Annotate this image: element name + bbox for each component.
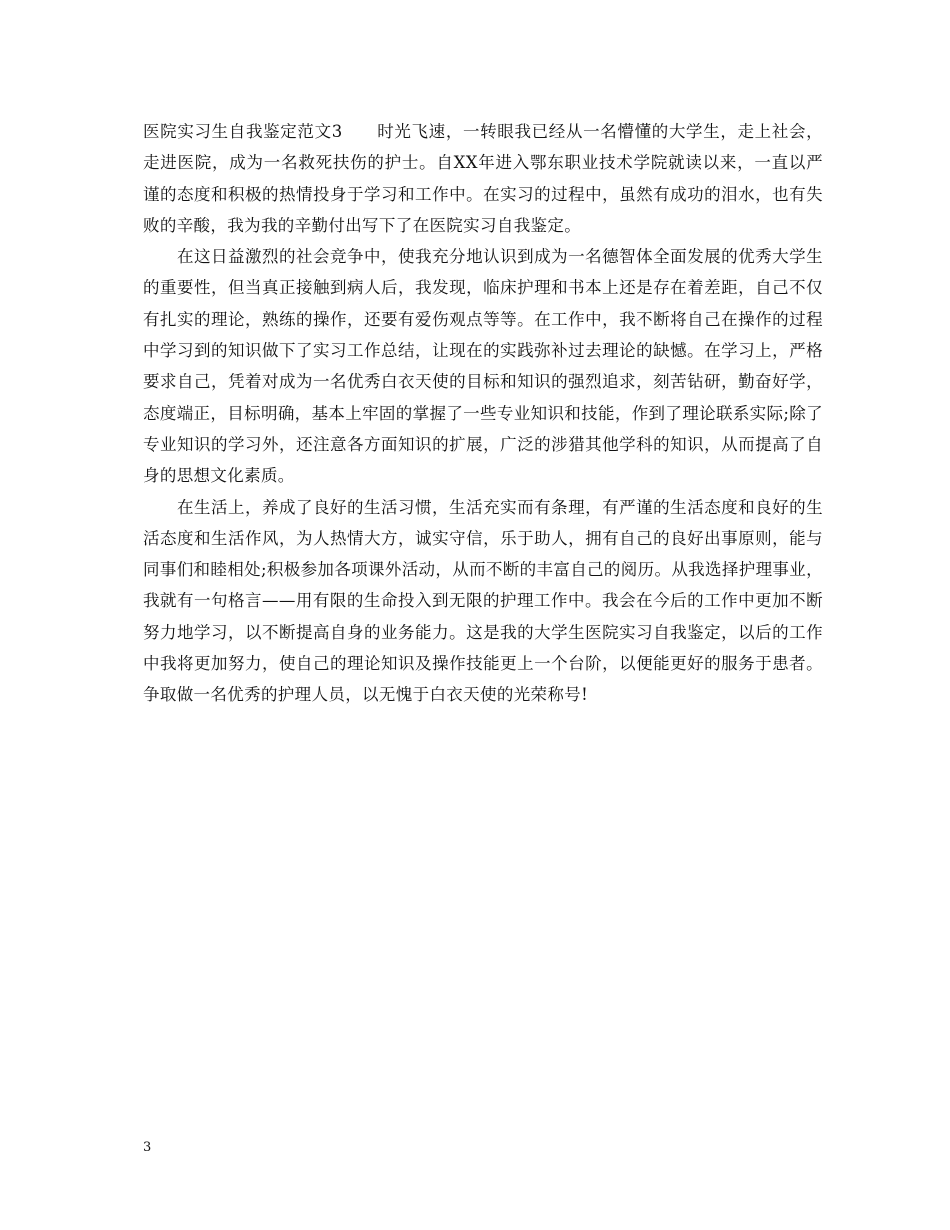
document-body xyxy=(143,116,823,711)
paragraph-study: 在这日益激烈的社会竞争中，使我充分地认识到成为一名德智体全面发展的优秀大学生的重要性，但当真正接触到病人后，我发现，临床护理和书本上还是存在着差距，自己不仅有扎实的理论，熟练的操作，还要有爱伤观点等等。在工作中，我不断将自己在操作的过程中学习到的知识做下了实习工作总结，让现在的实践弥补过去理论的缺憾。在学习上，严格要求自己，凭着对成为一名优秀白衣天使的目标和知识的强烈追求，刻苦钻研，勤奋好学，态度端正，目标明确，基本上牢固的掌握了一些专业知识和技能，作到了理论联系实际;除了专业知识的学习外，还注意各方面知识的扩展，广泛的涉猎其他学科的知识，从而提高了自身的思想文化素质。 xyxy=(143,247,823,486)
paragraph-life: 在生活上，养成了良好的生活习惯，生活充实而有条理，有严谨的生活态度和良好的生活态度和生活作风，为人热情大方，诚实守信，乐于助人，拥有自己的良好出事原则，能与同事们和睦相处;积极参加各项课外活动，从而不断的丰富自己的阅历。从我选择护理事业，我就有一句格言——用有限的生命投入到无限的护理工作中。我会在今后的工作中更加不断努力地学习，以不断提高自身的业务能力。这是我的大学生医院实习自我鉴定，以后的工作中我将更加努力，使自己的理论知识及操作技能更上一个台阶，以便能更好的服务于患者。争取做一名优秀的护理人员，以无愧于白衣天使的光荣称号! xyxy=(143,497,823,705)
page-number: 3 xyxy=(143,1140,152,1155)
paragraph-intro: 医院实习生自我鉴定范文3 时光飞速，一转眼我已经从一名懵懂的大学生，走上社会，走进医院，成为一名救死扶伤的护士。自XX年进入鄂东职业技术学院就读以来，一直以严谨的态度和积极的热情投身于学习和工作中。在实习的过程中，虽然有成功的泪水，也有失败的辛酸，我为我的辛勤付出写下了在医院实习自我鉴定。 xyxy=(143,122,823,235)
